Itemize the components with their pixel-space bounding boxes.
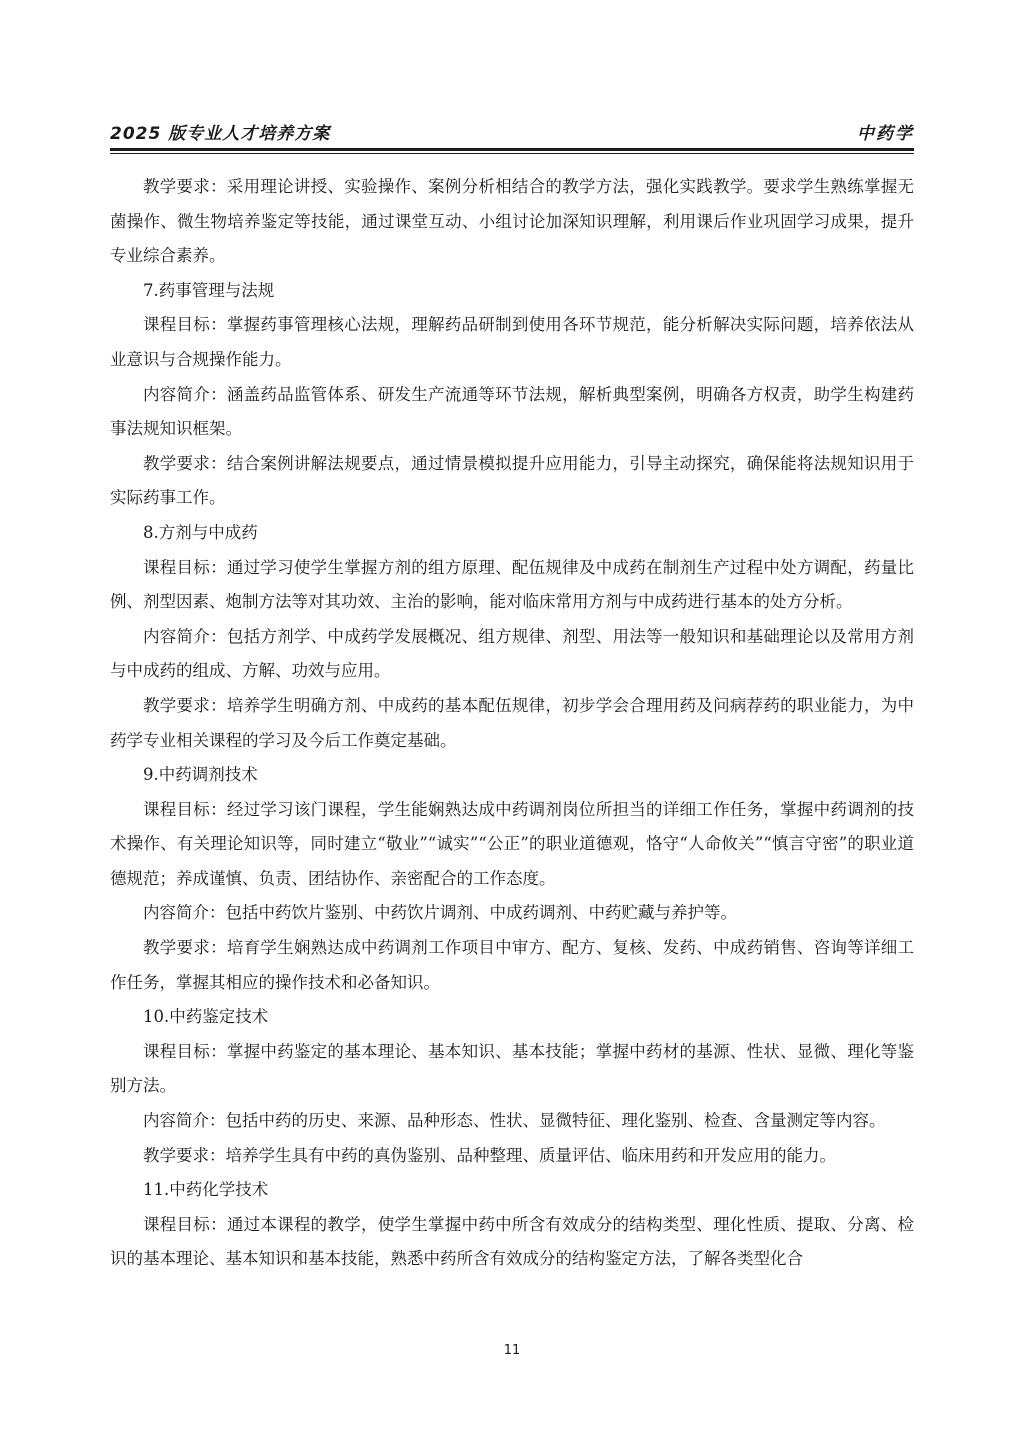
header-rule-thick [110,148,914,151]
paragraph: 课程目标：通过学习使学生掌握方剂的组方原理、配伍规律及中成药在制剂生产过程中处方调配，药量比例、剂型因素、炮制方法等对其功效、主治的影响，能对临床常用方剂与中成药进行基本的处方分析。 [110,557,914,612]
paragraph: 课程目标：掌握中药鉴定的基本理论、基本知识、基本技能；掌握中药材的基源、性状、显微、理化等鉴别方法。 [110,1041,914,1096]
page-number: 11 [503,1343,521,1358]
paragraph: 教学要求：培养学生具有中药的真伪鉴别、品种整理、质量评估、临床用药和开发应用的能力。 [143,1145,836,1165]
document-title: 2025 版专业人才培养方案 [110,124,331,144]
page-header [110,118,914,148]
paragraph: 教学要求：培养学生明确方剂、中成药的基本配伍规律，初步学会合理用药及问病荐药的职业能力，为中药学专业相关课程的学习及今后工作奠定基础。 [110,695,914,750]
paragraph: 内容简介：包括中药的历史、来源、品种形态、性状、显微特征、理化鉴别、检查、含量测定等内容。 [143,1111,886,1131]
paragraph: 内容简介：涵盖药品监管体系、研发生产流通等环节法规，解析典型案例，明确各方权责，助学生构建药事法规知识框架。 [110,384,914,439]
page-body [110,170,914,1277]
paragraph: 课程目标：通过本课程的教学，使学生掌握中药中所含有效成分的结构类型、理化性质、提取、分离、检识的基本理论、基本知识和基本技能，熟悉中药所含有效成分的结构鉴定方法，了解各类型化合 [110,1214,914,1269]
section-heading: 7.药事管理与法规 [143,280,275,300]
section-heading: 11.中药化学技术 [143,1180,269,1200]
header-rule-thin [110,153,914,154]
paragraph: 教学要求：采用理论讲授、实验操作、案例分析相结合的教学方法，强化实践教学。要求学生熟练掌握无菌操作、微生物培养鉴定等技能，通过课堂互动、小组讨论加深知识理解，利用课后作业巩固学习成果，提升专业综合素养。 [110,177,914,266]
paragraph: 教学要求：培育学生娴熟达成中药调剂工作项目中审方、配方、复核、发药、中成药销售、咨询等详细工作任务，掌握其相应的操作技术和必备知识。 [110,938,914,992]
paragraph: 内容简介：包括中药饮片鉴别、中药饮片调剂、中成药调剂、中药贮藏与养护等。 [143,903,737,923]
paragraph: 课程目标：经过学习该门课程，学生能娴熟达成中药调剂岗位所担当的详细工作任务，掌握中药调剂的技术操作、有关理论知识等，同时建立“敬业”“诚实”“公正”的职业道德观，恪守“人命攸关”“慎言守密”的职业道德规范；养成谨慎、负责、团结协作、亲密配合的工作态度。 [110,799,914,888]
section-heading: 8.方剂与中成药 [143,522,258,542]
paragraph: 内容简介：包括方剂学、中成药学发展概况、组方规律、剂型、用法等一般知识和基础理论以及常用方剂与中成药的组成、方解、功效与应用。 [110,626,914,681]
paragraph: 课程目标：掌握药事管理核心法规，理解药品研制到使用各环节规范，能分析解决实际问题，培养依法从业意识与合规操作能力。 [110,315,914,369]
paragraph: 教学要求：结合案例讲解法规要点，通过情景模拟提升应用能力，引导主动探究，确保能将法规知识用于实际药事工作。 [110,453,914,508]
section-heading: 9.中药调剂技术 [143,765,258,785]
section-heading: 10.中药鉴定技术 [143,1007,269,1027]
major-title: 中药学 [857,124,914,144]
